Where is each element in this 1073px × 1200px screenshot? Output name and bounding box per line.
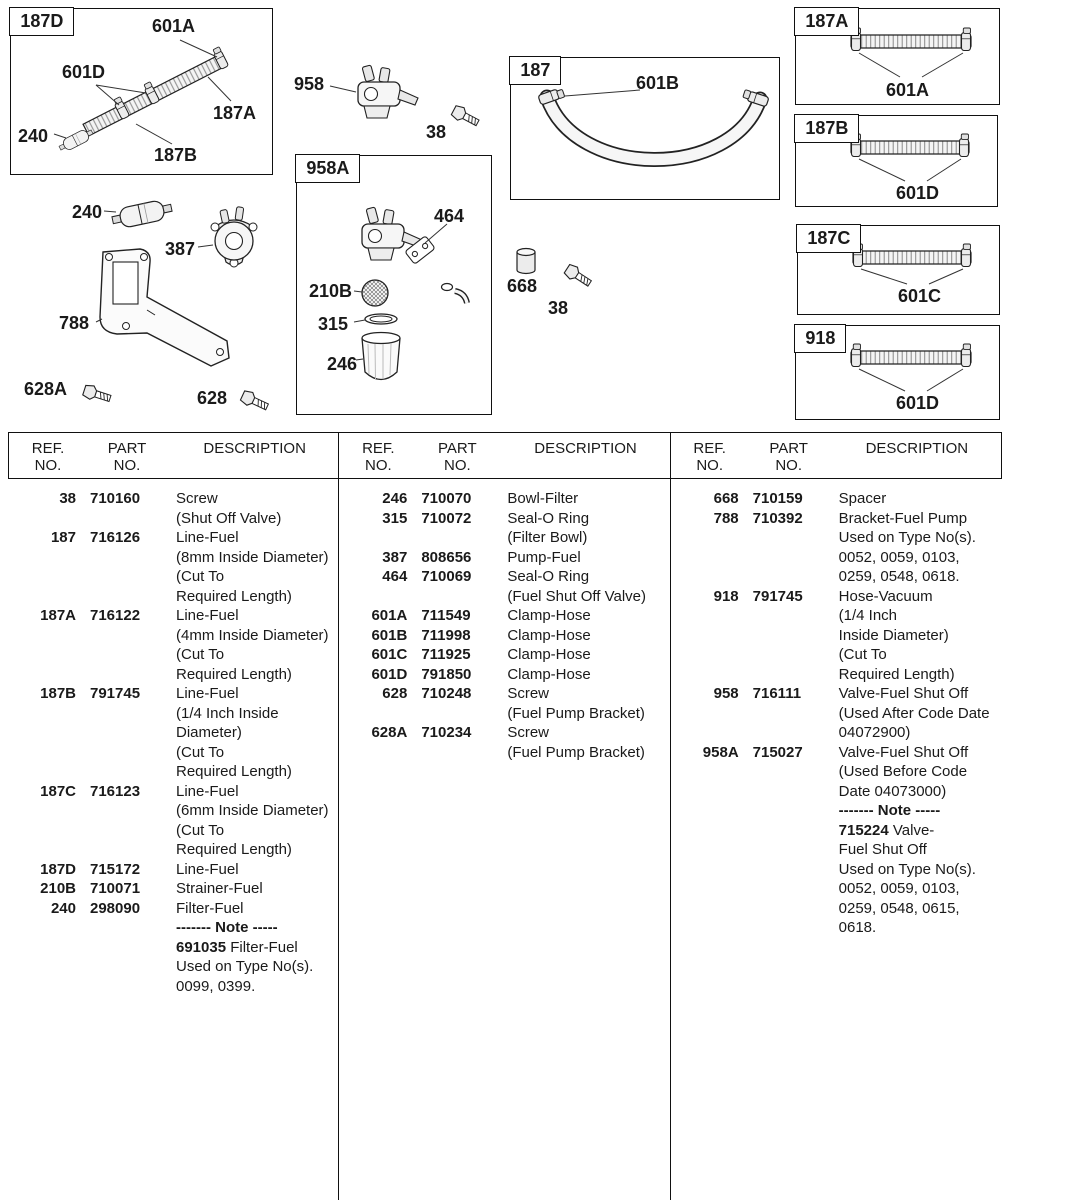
description-line: Hose-Vacuum — [838, 587, 933, 605]
ref-no: 464 — [382, 568, 408, 585]
part-ref-label-187B: 187B — [154, 145, 198, 165]
description-line: Required Length) — [176, 587, 292, 605]
column-header-part: PART NO. — [107, 440, 147, 474]
description-line: 0052, 0059, 0103, — [838, 548, 960, 566]
description-line: Date 04073000) — [838, 782, 947, 800]
description-line: (1/4 Inch — [838, 607, 898, 624]
description — [507, 606, 665, 626]
description-line: (Cut To — [176, 646, 225, 663]
description — [176, 489, 334, 528]
description-line: (1/4 Inch Inside — [176, 704, 279, 722]
table-row — [18, 684, 334, 782]
description-line: ------- Note ----- — [176, 919, 278, 936]
description-line: Required Length) — [838, 665, 955, 683]
ref-no: 918 — [713, 587, 739, 605]
description — [176, 899, 334, 997]
table-header — [8, 433, 338, 479]
part-no: 710160 — [90, 490, 141, 507]
table-row — [349, 684, 665, 723]
table-row — [681, 489, 998, 509]
description — [507, 723, 665, 762]
screw-628a-drawing — [82, 383, 112, 405]
description-line: Used on Type No(s). — [838, 529, 976, 546]
ref-no: 187A — [40, 607, 76, 624]
part-ref-label-38: 38 — [426, 122, 447, 142]
description-line: Diameter) — [176, 724, 242, 741]
column-header-part: PART NO. — [769, 440, 808, 474]
spacer-668-drawing — [517, 249, 535, 274]
part-ref-label-240: 240 — [18, 126, 49, 146]
part-ref-label-958: 958 — [294, 74, 325, 94]
description-line: Line-Fuel — [176, 607, 239, 624]
part-ref-label-668: 668 — [507, 276, 538, 296]
part-no: 710070 — [421, 490, 472, 507]
part-no: 716126 — [90, 529, 141, 546]
table-row — [349, 645, 665, 665]
description-line: 715224 Valve- — [838, 821, 935, 839]
description-line: 0618. — [838, 919, 877, 936]
description-line: Bracket-Fuel Pump — [838, 509, 968, 527]
description-line: Used on Type No(s). — [838, 860, 976, 878]
part-no: 715172 — [90, 860, 141, 878]
parts-table — [8, 432, 1002, 1200]
description-line: 04072900) — [838, 724, 911, 741]
diagram-box-label: 958A — [295, 154, 360, 183]
ref-no: 315 — [382, 509, 408, 527]
parts-table-column — [671, 433, 1002, 1200]
description-line: (Cut To — [176, 821, 225, 839]
description-line: Required Length) — [176, 841, 292, 858]
table-row — [349, 567, 665, 606]
part-no: 710159 — [752, 490, 803, 507]
description — [507, 489, 665, 509]
description-line: Screw — [507, 685, 550, 702]
diagram-box-label: 187C — [796, 224, 861, 253]
part-no: 716123 — [90, 782, 141, 800]
valve-958-drawing — [330, 65, 418, 118]
table-row — [681, 509, 998, 587]
description-line: Seal-O Ring — [507, 509, 590, 527]
part-ref-label-210B: 210B — [309, 281, 353, 301]
description — [176, 684, 334, 782]
description — [507, 567, 665, 606]
column-header-desc: DESCRIPTION — [865, 440, 969, 457]
table-row — [349, 548, 665, 568]
screw-38-drawing — [450, 104, 480, 129]
description — [507, 665, 665, 685]
ref-no: 38 — [59, 490, 76, 507]
description — [507, 548, 665, 568]
description — [839, 684, 998, 743]
ref-no: 601B — [371, 626, 408, 644]
description-line: (Filter Bowl) — [507, 529, 588, 546]
description-line: Used on Type No(s). — [176, 958, 314, 975]
description-line: Inside Diameter) — [838, 626, 949, 644]
table-body — [8, 479, 338, 996]
part-ref-label-601D: 601D — [896, 183, 940, 203]
part-no: 710234 — [421, 724, 472, 741]
description-line: ------- Note ----- — [838, 802, 941, 819]
description-line: 0259, 0548, 0615, — [838, 899, 960, 917]
part-no: 711549 — [421, 607, 471, 624]
screw-628-drawing — [240, 389, 270, 413]
description-line: Clamp-Hose — [507, 607, 591, 624]
description — [839, 743, 998, 938]
diagram-box-label: 187B — [794, 114, 859, 143]
part-no: 298090 — [90, 899, 141, 917]
column-header-desc: DESCRIPTION — [203, 440, 306, 457]
description-line: (Used After Code Date — [838, 704, 990, 722]
ref-no: 246 — [382, 490, 408, 507]
part-no: 715027 — [752, 743, 803, 761]
description-line: Seal-O Ring — [507, 568, 590, 585]
description — [176, 860, 334, 880]
description-line: (Used Before Code — [838, 763, 968, 780]
description — [176, 528, 334, 606]
part-ref-label-387: 387 — [165, 239, 196, 259]
description-line: (Cut To — [176, 743, 225, 761]
description-line: (Fuel Pump Bracket) — [507, 743, 645, 761]
description — [839, 509, 998, 587]
parts-diagram — [0, 0, 1073, 432]
description-line: Filter-Fuel — [176, 899, 244, 917]
description — [507, 684, 665, 723]
part-no: 711925 — [421, 646, 471, 663]
table-row — [18, 606, 334, 684]
description-line: Bowl-Filter — [507, 490, 579, 507]
part-no: 710071 — [90, 880, 141, 897]
description — [839, 587, 998, 685]
description-line: Clamp-Hose — [507, 626, 591, 644]
fuel-filter-240-drawing — [104, 198, 173, 230]
table-row — [18, 782, 334, 860]
ref-no: 628 — [382, 685, 408, 702]
description-line: Pump-Fuel — [507, 548, 581, 566]
part-no: 791745 — [90, 685, 141, 702]
part-ref-label-315: 315 — [318, 314, 349, 334]
part-no: 791850 — [421, 665, 472, 683]
description-line: Required Length) — [176, 763, 292, 780]
description-line: 0099, 0399. — [176, 977, 256, 995]
table-row — [349, 509, 665, 548]
table-row — [18, 879, 334, 899]
part-no: 711998 — [421, 626, 471, 644]
part-ref-label-464: 464 — [434, 206, 465, 226]
description-line: Line-Fuel — [176, 529, 239, 546]
table-body — [339, 479, 669, 762]
description-line: Valve-Fuel Shut Off — [838, 743, 969, 761]
ref-no: 210B — [40, 880, 76, 897]
screw-38b-drawing — [563, 263, 593, 289]
column-header-ref: REF. NO. — [31, 440, 65, 474]
table-header — [339, 433, 669, 479]
ref-no: 387 — [382, 548, 408, 566]
diagram-box-label: 187A — [794, 7, 859, 36]
table-row — [18, 528, 334, 606]
ref-no: 668 — [713, 490, 739, 507]
part-no: 791745 — [752, 587, 803, 605]
table-row — [349, 626, 665, 646]
description-line: Clamp-Hose — [507, 646, 591, 663]
ref-no: 187B — [40, 685, 76, 702]
column-header-ref: REF. NO. — [693, 440, 726, 474]
part-ref-label-240: 240 — [72, 202, 103, 222]
description-line: (Cut To — [838, 646, 887, 663]
diagram-box-187D — [10, 8, 273, 175]
part-ref-label-601D: 601D — [62, 62, 106, 82]
description-line: (6mm Inside Diameter) — [176, 802, 329, 819]
diagram-box-label: 918 — [794, 324, 846, 353]
table-row — [18, 899, 334, 997]
description-line: Line-Fuel — [176, 860, 239, 878]
description-line: Screw — [507, 724, 550, 741]
ref-no: 601C — [371, 646, 408, 663]
table-row — [681, 684, 998, 743]
ref-no: 601A — [371, 607, 408, 624]
part-no: 710069 — [421, 568, 472, 585]
part-no: 710072 — [421, 509, 472, 527]
part-ref-label-601D: 601D — [896, 393, 940, 413]
column-header-ref: REF. NO. — [362, 440, 395, 474]
ref-no: 958A — [702, 743, 739, 761]
description-line: Clamp-Hose — [507, 665, 591, 683]
column-header-part: PART NO. — [438, 440, 477, 474]
ref-no: 187C — [40, 782, 76, 800]
ref-no: 628A — [371, 724, 408, 741]
part-ref-label-38: 38 — [548, 298, 569, 318]
description-line: 0259, 0548, 0618. — [838, 568, 960, 585]
description-line: 0052, 0059, 0103, — [838, 880, 960, 897]
description-line: Fuel Shut Off — [838, 841, 927, 858]
diagram-box-label: 187D — [9, 7, 74, 36]
part-ref-label-601A: 601A — [886, 80, 930, 100]
part-ref-label-246: 246 — [327, 354, 358, 374]
fuel-pump-387-drawing — [198, 207, 257, 267]
ref-no: 240 — [50, 899, 76, 917]
part-ref-label-601A: 601A — [152, 16, 196, 36]
description — [176, 782, 334, 860]
description-line: Line-Fuel — [176, 685, 239, 702]
description-line: Required Length) — [176, 665, 292, 683]
description-line: (Fuel Shut Off Valve) — [507, 587, 646, 605]
ref-no: 601D — [371, 665, 408, 683]
description — [176, 879, 334, 899]
description-line: Line-Fuel — [176, 782, 239, 800]
description-line: (8mm Inside Diameter) — [176, 548, 329, 566]
part-ref-label-187A: 187A — [213, 103, 257, 123]
part-ref-label-601B: 601B — [636, 73, 680, 93]
column-header-desc: DESCRIPTION — [534, 440, 637, 457]
table-row — [349, 489, 665, 509]
part-ref-label-788: 788 — [59, 313, 90, 333]
table-row — [681, 743, 998, 938]
parts-table-column — [339, 433, 670, 1200]
part-no: 710248 — [421, 685, 472, 702]
description-line: Valve-Fuel Shut Off — [838, 685, 969, 702]
part-no: 808656 — [421, 548, 472, 566]
diagram-box-label: 187 — [509, 56, 561, 85]
part-no: 716122 — [90, 607, 141, 624]
table-body — [671, 479, 1002, 938]
description-line: (4mm Inside Diameter) — [176, 626, 329, 644]
description-line: 691035 Filter-Fuel — [176, 938, 298, 956]
description — [839, 489, 998, 509]
description-line: Screw — [176, 490, 218, 507]
description-line: (Cut To — [176, 568, 225, 585]
table-header — [671, 433, 1002, 479]
part-no: 716111 — [752, 685, 802, 702]
description-line: (Shut Off Valve) — [176, 509, 282, 527]
description-line: (Fuel Pump Bracket) — [507, 704, 645, 722]
ref-no: 187 — [50, 529, 76, 546]
description — [507, 509, 665, 548]
table-row — [681, 587, 998, 685]
ref-no: 788 — [713, 509, 739, 527]
part-ref-label-628: 628 — [197, 388, 228, 408]
description — [507, 626, 665, 646]
table-row — [349, 606, 665, 626]
part-ref-label-601C: 601C — [898, 286, 942, 306]
parts-table-column — [8, 433, 339, 1200]
bracket-788-drawing — [96, 249, 229, 366]
description — [176, 606, 334, 684]
table-row — [349, 723, 665, 762]
description-line: Spacer — [838, 490, 887, 507]
table-row — [349, 665, 665, 685]
description — [507, 645, 665, 665]
part-ref-label-628A: 628A — [24, 379, 68, 399]
ref-no: 187D — [40, 860, 76, 878]
table-row — [18, 860, 334, 880]
ref-no: 958 — [713, 685, 739, 702]
part-no: 710392 — [752, 509, 803, 527]
table-row — [18, 489, 334, 528]
description-line: Strainer-Fuel — [176, 880, 263, 897]
